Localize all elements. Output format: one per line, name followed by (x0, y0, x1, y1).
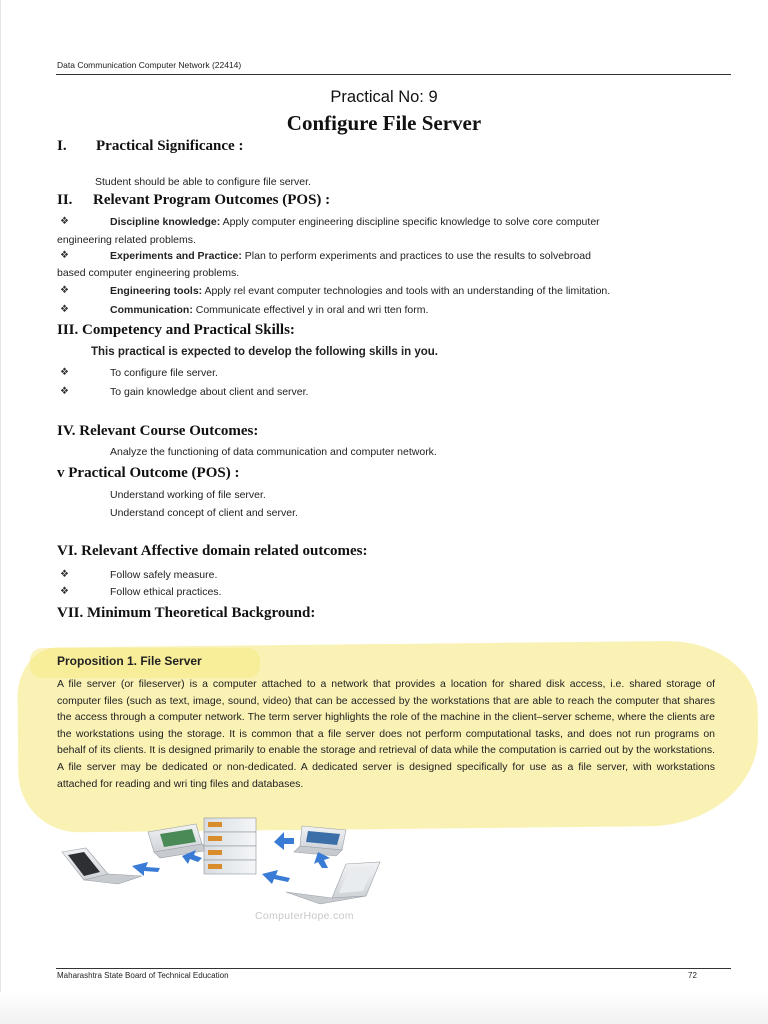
section-4-text: Analyze the functioning of data communication and computer network. (110, 446, 437, 458)
header-rule (56, 74, 731, 75)
affective-item-1: Follow safely measure. (110, 569, 218, 581)
pos-item-4-text: Communicate effectivel y in oral and wri tten form. (192, 304, 429, 316)
section-4-heading: IV. Relevant Course Outcomes: (57, 423, 259, 439)
running-header: Data Communication Computer Network (22414) (57, 60, 242, 70)
bullet-icon: ❖ (60, 386, 69, 397)
pos-item-3-text: Apply rel evant computer technologies and tools with an understanding of the limitation. (202, 285, 611, 297)
section-1-heading: Practical Significance : (96, 138, 244, 154)
footer-board: Maharashtra State Board of Technical Education (57, 971, 229, 980)
laptop-icon (62, 848, 142, 884)
skill-item-2: To gain knowledge about client and server. (110, 386, 309, 398)
bullet-icon: ❖ (60, 304, 69, 315)
proposition-title: Proposition 1. File Server (57, 654, 202, 668)
section-2-number: II. (57, 192, 73, 208)
pos-item-1-text: Apply computer engineering discipline specific knowledge to solve core computer (220, 216, 600, 228)
section-5-line-1: Understand working of file server. (110, 489, 266, 501)
server-icon (204, 818, 256, 874)
bullet-icon: ❖ (60, 367, 69, 378)
laptop-icon (294, 826, 346, 856)
pos-item-3 (110, 285, 610, 297)
bullet-icon: ❖ (60, 250, 69, 261)
pos-item-4-label: Communication: (110, 304, 193, 316)
proposition-paragraph: A file server (or fileserver) is a computer attached to a network that provides a location for shared disk access, i.e. shared storage of computer files (such as text, image, sound, video) that can be accessed by the workstations that are able to reach the computer that shares the access through a computer network. The term server highlights the role of the machine in the client–server scheme, where the clients are the workstations using the storage. It is common that a file server does not perform computational tasks, and does not run programs on behalf of its clients. It is designed primarily to enable the storage and retrieval of data while the computation is carried out by the workstations. A file server may be dedicated or non-dedicated. A dedicated server is designed specifically for use as a file server, with workstations attached for reading and wri ting files and databases. (57, 678, 715, 790)
section-5-heading: v Practical Outcome (POS) : (57, 465, 240, 481)
page-bottom-shade (0, 992, 768, 1024)
page-title: Configure File Server (286, 111, 482, 135)
affective-item-2: Follow ethical practices. (110, 586, 222, 598)
section-1-number: I. (57, 138, 67, 154)
section-1-text: Student should be able to configure file server. (95, 176, 311, 188)
section-6-heading: VI. Relevant Affective domain related outcomes: (57, 543, 368, 559)
section-3-heading: III. Competency and Practical Skills: (57, 322, 295, 338)
pos-item-1-label: Discipline knowledge: (110, 216, 221, 228)
footer-rule (56, 968, 731, 969)
bullet-icon: ❖ (60, 569, 69, 580)
pos-item-2 (110, 250, 591, 262)
skill-item-1: To configure file server. (110, 367, 218, 379)
section-3-intro: This practical is expected to develop the following skills in you. (91, 346, 438, 358)
page-number: 72 (688, 971, 697, 980)
laptop-icon (148, 824, 210, 858)
bullet-icon: ❖ (60, 216, 69, 227)
file-server-figure (56, 812, 396, 922)
pos-item-3-label: Engineering tools: (110, 285, 203, 297)
section-5-line-2: Understand concept of client and server. (110, 507, 298, 519)
practical-number: Practical No: 9 (330, 88, 438, 106)
pos-item-2-label: Experiments and Practice: (110, 250, 242, 262)
pos-item-2-cont: based computer engineering problems. (57, 267, 240, 279)
section-2-heading: Relevant Program Outcomes (POS) : (93, 192, 331, 208)
pos-item-1-cont: engineering related problems. (57, 234, 196, 246)
pos-item-1 (110, 216, 600, 228)
pos-item-4 (110, 304, 428, 316)
bullet-icon: ❖ (60, 285, 69, 296)
figure-watermark: ComputerHope.com (255, 910, 354, 922)
pos-item-2-text: Plan to perform experiments and practices to use the results to solvebroad (241, 250, 591, 262)
section-7-heading: VII. Minimum Theoretical Background: (57, 605, 316, 621)
laptop-icon (286, 862, 380, 904)
bullet-icon: ❖ (60, 586, 69, 597)
